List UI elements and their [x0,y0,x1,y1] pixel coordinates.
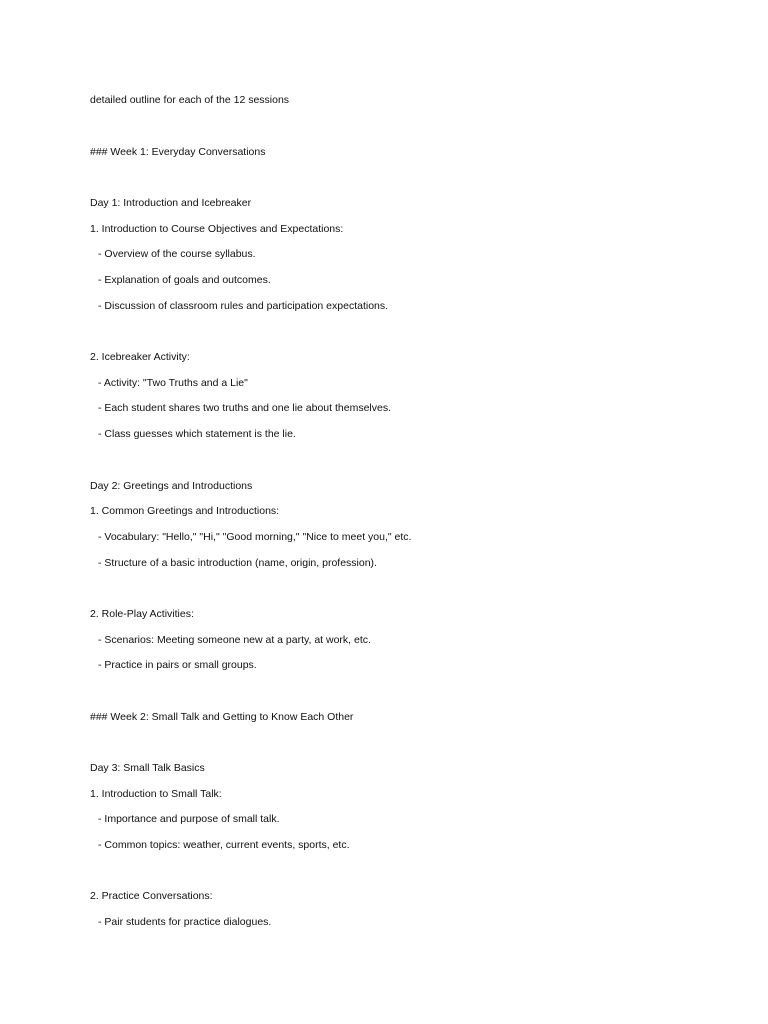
section-heading: 2. Icebreaker Activity: [90,351,190,363]
bullet-item: - Activity: "Two Truths and a Lie" [98,377,248,389]
bullet-item: - Class guesses which statement is the lie. [98,428,296,440]
bullet-item: - Overview of the course syllabus. [98,248,256,260]
bullet-item: - Discussion of classroom rules and participation expectations. [98,300,389,312]
section-heading: 2. Role-Play Activities: [90,608,194,620]
day-1-heading: Day 1: Introduction and Icebreaker [90,197,252,209]
bullet-item: - Pair students for practice dialogues. [98,916,272,928]
section-heading: 1. Introduction to Course Objectives and Expectations: [90,223,344,235]
bullet-item: - Each student shares two truths and one lie about themselves. [98,402,392,414]
week-2-heading: ### Week 2: Small Talk and Getting to Know Each Other [90,711,354,723]
bullet-item: - Common topics: weather, current events, sports, etc. [98,839,350,851]
document-intro: detailed outline for each of the 12 sessions [90,94,290,106]
section-heading: 2. Practice Conversations: [90,890,213,902]
day-3-heading: Day 3: Small Talk Basics [90,762,205,774]
week-1-heading: ### Week 1: Everyday Conversations [90,146,266,158]
bullet-item: - Structure of a basic introduction (name, origin, profession). [98,557,377,569]
day-2-heading: Day 2: Greetings and Introductions [90,480,253,492]
section-heading: 1. Introduction to Small Talk: [90,788,222,800]
bullet-item: - Explanation of goals and outcomes. [98,274,271,286]
bullet-item: - Practice in pairs or small groups. [98,659,257,671]
section-heading: 1. Common Greetings and Introductions: [90,505,280,517]
bullet-item: - Scenarios: Meeting someone new at a party, at work, etc. [98,634,371,646]
bullet-item: - Importance and purpose of small talk. [98,813,280,825]
bullet-item: - Vocabulary: "Hello," "Hi," "Good morning," "Nice to meet you," etc. [98,531,412,543]
